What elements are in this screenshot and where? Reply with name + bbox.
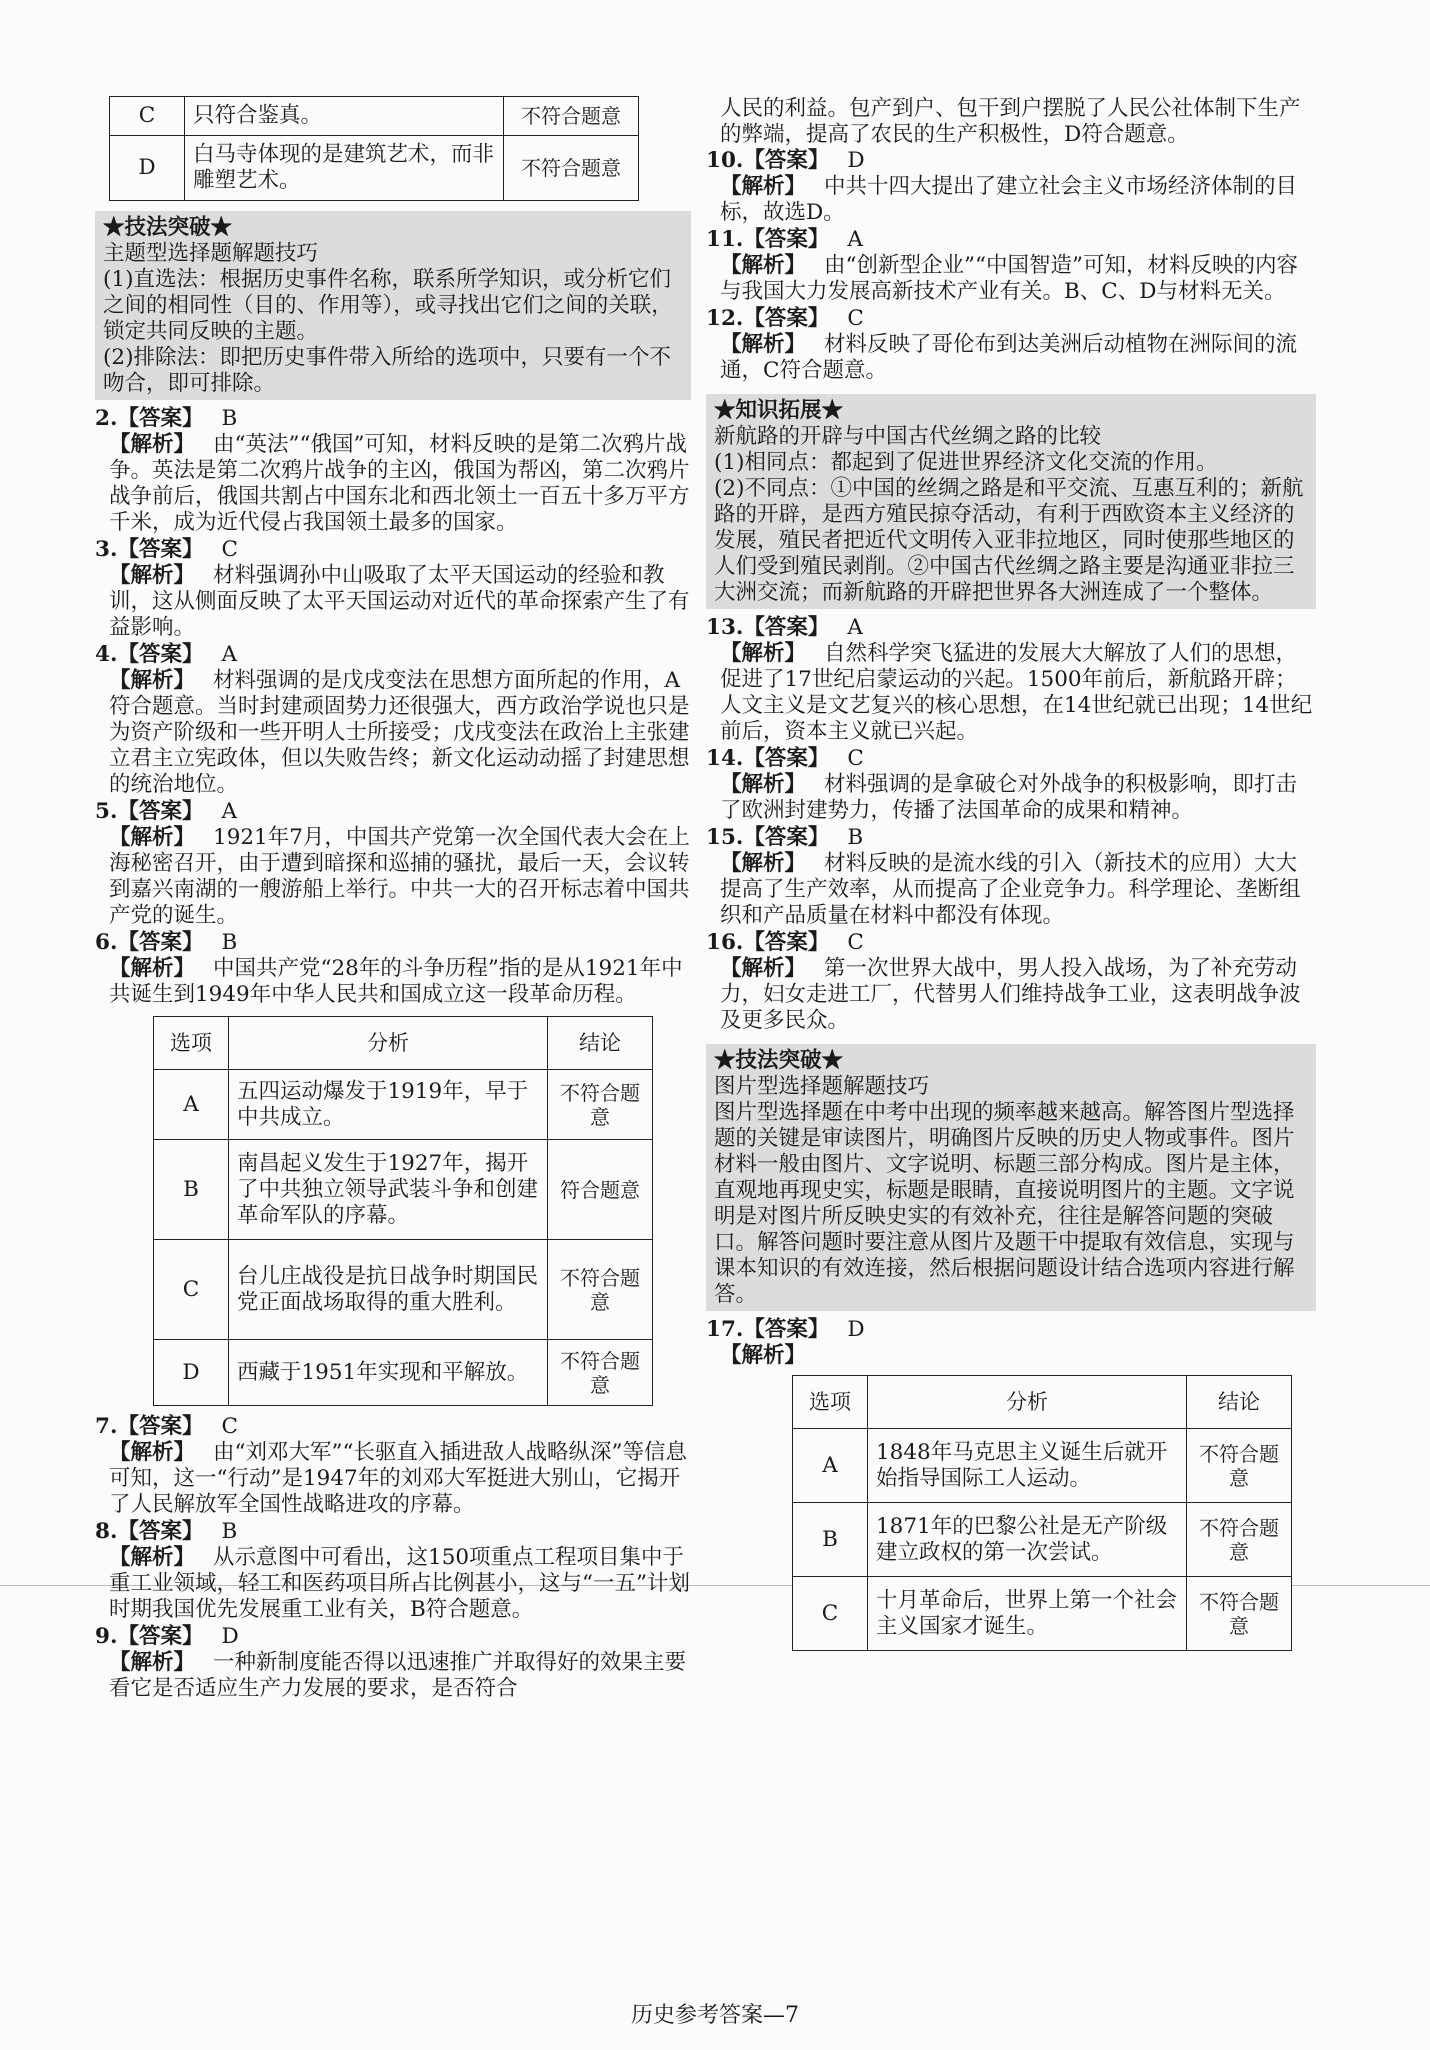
table-row xyxy=(154,1340,653,1406)
answer-value: A xyxy=(221,799,237,824)
question-number: 16. xyxy=(706,930,744,955)
analysis-text: 中国共产党“28年的斗争历程”指的是从1921年中共诞生到1949年中华人民共和国成立这一段革命历程。 xyxy=(109,956,683,1007)
option-cell: B xyxy=(154,1140,229,1240)
analysis-label: 【解析】 xyxy=(720,851,807,876)
analysis-text: 由“创新型企业”“中国智造”可知，材料反映的内容与我国大力发展高新技术产业有关。B、C、D与材料无关。 xyxy=(720,253,1298,304)
analysis-cell: 1871年的巴黎公社是无产阶级建立政权的第一次尝试。 xyxy=(868,1503,1187,1577)
analysis-cell: 十月革命后，世界上第一个社会主义国家才诞生。 xyxy=(868,1577,1187,1651)
answer-label: 【答案】 xyxy=(117,1624,204,1649)
analysis-label: 【解析】 xyxy=(720,332,807,357)
tips-box-theme xyxy=(95,211,691,400)
analysis-text: 材料反映的是流水线的引入（新技术的应用）大大提高了生产效率，从而提高了企业竞争力。科学理论、垄断组织和产品质量在材料中都没有体现。 xyxy=(720,851,1301,928)
analysis-text: 由“刘邓大军”“长驱直入插进敌人战略纵深”等信息可知，这一“行动”是1947年的刘邓大军挺进大别山，它揭开了人民解放军全国性战略进攻的序幕。 xyxy=(109,1440,687,1517)
box-subtitle: 新航路的开辟与中国古代丝绸之路的比较 xyxy=(714,424,1102,449)
answer-label: 【答案】 xyxy=(117,537,204,562)
question-number: 13. xyxy=(706,615,744,640)
table-row xyxy=(110,136,639,201)
table-header-row xyxy=(154,1017,653,1070)
question-5 xyxy=(95,799,691,929)
analysis-label: 【解析】 xyxy=(109,668,196,693)
right-column xyxy=(706,96,1316,1651)
answer-value: D xyxy=(847,148,865,173)
question-10 xyxy=(706,148,1316,226)
question-number: 9. xyxy=(95,1624,118,1649)
header-conclusion: 结论 xyxy=(1187,1376,1292,1429)
conclusion-cell: 不符合题意 xyxy=(548,1240,653,1340)
analysis-label: 【解析】 xyxy=(720,772,807,797)
table-row xyxy=(154,1240,653,1340)
analysis-cell: 南昌起义发生于1927年，揭开了中共独立领导武装斗争和创建革命军队的序幕。 xyxy=(229,1140,548,1240)
answer-value: B xyxy=(221,1519,238,1544)
analysis-label: 【解析】 xyxy=(720,956,807,981)
analysis-label: 【解析】 xyxy=(109,1650,196,1675)
analysis-cell: 白马寺体现的是建筑艺术，而非雕塑艺术。 xyxy=(185,136,504,201)
box-subtitle: 图片型选择题解题技巧 xyxy=(714,1074,930,1099)
header-option: 选项 xyxy=(154,1017,229,1070)
analysis-text: 第一次世界大战中，男人投入战场，为了补充劳动力，妇女走进工厂，代替男人们维持战争工业，这表明战争波及更多民众。 xyxy=(720,956,1301,1033)
analysis-cell: 1848年马克思主义诞生后就开始指导国际工人运动。 xyxy=(868,1429,1187,1503)
answer-label: 【答案】 xyxy=(743,1317,830,1342)
conclusion-cell: 不符合题意 xyxy=(504,136,639,201)
conclusion-cell: 符合题意 xyxy=(548,1140,653,1240)
answer-label: 【答案】 xyxy=(117,1519,204,1544)
box-item: (1)直选法：根据历史事件名称，联系所学知识，或分析它们之间的相同性（目的、作用等），或寻找出它们之间的关联，锁定共同反映的主题。 xyxy=(103,267,673,344)
analysis-text: 材料反映了哥伦布到达美洲后动植物在洲际间的流通，C符合题意。 xyxy=(720,332,1298,383)
question-3 xyxy=(95,537,691,641)
analysis-text: 从示意图中可看出，这150项重点工程项目集中于重工业领域，轻工和医药项目所占比例甚小，这与“一五”计划时期我国优先发展重工业有关，B符合题意。 xyxy=(109,1545,690,1622)
analysis-text: 材料强调的是拿破仑对外战争的积极影响，即打击了欧洲封建势力，传播了法国革命的成果和精神。 xyxy=(720,772,1298,823)
table-row xyxy=(154,1140,653,1240)
answer-label: 【答案】 xyxy=(743,746,830,771)
analysis-text: 中共十四大提出了建立社会主义市场经济体制的目标，故选D。 xyxy=(720,174,1298,225)
table-row xyxy=(110,97,639,136)
conclusion-cell: 不符合题意 xyxy=(504,97,639,136)
question-16 xyxy=(706,930,1316,1034)
header-option: 选项 xyxy=(793,1376,868,1429)
analysis-text: 1921年7月，中国共产党第一次全国代表大会在上海秘密召开，由于遭到暗探和巡捕的骚扰，最后一天，会议转到嘉兴南湖的一艘游船上举行。中共一大的召开标志着中国共产党的诞生。 xyxy=(109,825,690,928)
option-cell: A xyxy=(154,1070,229,1140)
analysis-cell: 只符合鉴真。 xyxy=(185,97,504,136)
analysis-cell: 西藏于1951年实现和平解放。 xyxy=(229,1340,548,1406)
question-6 xyxy=(95,930,691,1008)
continuation-text: 人民的利益。包产到户、包干到户摆脱了人民公社体制下生产的弊端，提高了农民的生产积极性，D符合题意。 xyxy=(720,96,1301,147)
question-4 xyxy=(95,642,691,798)
answer-table-top xyxy=(109,96,639,201)
question-13 xyxy=(706,615,1316,745)
box-item: (2)不同点：①中国的丝绸之路是和平交流、互惠互利的；新航路的开辟，是西方殖民掠夺活动，有利于西欧资本主义经济的发展，殖民者把近代文明传入亚非拉地区，同时使那些地区的人们受到殖民剥削。②中国古代丝绸之路主要是沟通亚非拉三大洲交流；而新航路的开辟把世界各大洲连成了一个整体。 xyxy=(714,476,1304,605)
question-number: 6. xyxy=(95,930,118,955)
question-8 xyxy=(95,1519,691,1623)
answer-value: C xyxy=(221,537,238,562)
answer-value: A xyxy=(221,642,237,667)
tips-box-picture xyxy=(706,1044,1316,1311)
table-header-row xyxy=(793,1376,1292,1429)
answer-label: 【答案】 xyxy=(743,306,830,331)
conclusion-cell: 不符合题意 xyxy=(548,1070,653,1140)
answer-label: 【答案】 xyxy=(117,799,204,824)
table-row xyxy=(793,1503,1292,1577)
conclusion-cell: 不符合题意 xyxy=(1187,1429,1292,1503)
answer-table-q6 xyxy=(153,1016,653,1406)
table-row xyxy=(793,1577,1292,1651)
answer-label: 【答案】 xyxy=(117,930,204,955)
analysis-label: 【解析】 xyxy=(109,1545,196,1570)
option-cell: C xyxy=(793,1577,868,1651)
page-footer: 历史参考答案—7 xyxy=(631,2003,799,2028)
question-14 xyxy=(706,746,1316,824)
answer-value: B xyxy=(221,930,238,955)
answer-label: 【答案】 xyxy=(117,406,204,431)
box-subtitle: 主题型选择题解题技巧 xyxy=(103,241,319,266)
analysis-label: 【解析】 xyxy=(109,825,196,850)
answer-label: 【答案】 xyxy=(743,930,830,955)
answer-value: D xyxy=(847,1317,865,1342)
option-cell: C xyxy=(154,1240,229,1340)
question-number: 17. xyxy=(706,1317,744,1342)
option-cell: D xyxy=(154,1340,229,1406)
answer-table-q17 xyxy=(792,1375,1292,1651)
analysis-label: 【解析】 xyxy=(720,1343,807,1368)
option-cell: A xyxy=(793,1429,868,1503)
header-analysis: 分析 xyxy=(229,1017,548,1070)
analysis-label: 【解析】 xyxy=(109,956,196,981)
table-row xyxy=(154,1070,653,1140)
analysis-label: 【解析】 xyxy=(109,1440,196,1465)
conclusion-cell: 不符合题意 xyxy=(1187,1577,1292,1651)
analysis-text: 自然科学突飞猛进的发展大大解放了人们的思想，促进了17世纪启蒙运动的兴起。1500年前后，新航路开辟；人文主义是文艺复兴的核心思想，在14世纪就已出现；14世纪前后，资本主义就已兴起。 xyxy=(720,641,1313,744)
box-item: (2)排除法：即把历史事件带入所给的选项中，只要有一个不吻合，即可排除。 xyxy=(103,345,671,396)
answer-value: B xyxy=(847,825,864,850)
analysis-text: 一种新制度能否得以迅速推广并取得好的效果主要看它是否适应生产力发展的要求，是否符合 xyxy=(109,1650,687,1701)
left-column xyxy=(95,96,691,1703)
question-17 xyxy=(706,1317,1316,1369)
conclusion-cell: 不符合题意 xyxy=(1187,1503,1292,1577)
question-number: 12. xyxy=(706,306,744,331)
answer-label: 【答案】 xyxy=(743,825,830,850)
conclusion-cell: 不符合题意 xyxy=(548,1340,653,1406)
analysis-label: 【解析】 xyxy=(720,253,807,278)
question-number: 4. xyxy=(95,642,118,667)
question-12 xyxy=(706,306,1316,384)
answer-value: A xyxy=(847,615,863,640)
question-number: 8. xyxy=(95,1519,118,1544)
analysis-label: 【解析】 xyxy=(109,563,196,588)
question-number: 2. xyxy=(95,406,118,431)
question-number: 14. xyxy=(706,746,744,771)
question-number: 5. xyxy=(95,799,118,824)
answer-value: C xyxy=(847,746,864,771)
answer-label: 【答案】 xyxy=(117,642,204,667)
analysis-cell: 五四运动爆发于1919年，早于中共成立。 xyxy=(229,1070,548,1140)
question-number: 15. xyxy=(706,825,744,850)
analysis-label: 【解析】 xyxy=(720,174,807,199)
answer-value: B xyxy=(221,406,238,431)
table-row xyxy=(793,1429,1292,1503)
question-number: 3. xyxy=(95,537,118,562)
question-7 xyxy=(95,1414,691,1518)
box-title: ★知识拓展★ xyxy=(714,398,844,423)
option-cell: D xyxy=(110,136,185,201)
header-analysis: 分析 xyxy=(868,1376,1187,1429)
box-title: ★技法突破★ xyxy=(103,215,233,240)
answer-value: C xyxy=(847,930,864,955)
question-number: 11. xyxy=(706,227,744,252)
analysis-label: 【解析】 xyxy=(109,432,196,457)
analysis-text: 材料强调孙中山吸取了太平天国运动的经验和教训，这从侧面反映了太平天国运动对近代的革命探索产生了有益影响。 xyxy=(109,563,690,640)
analysis-text: 由“英法”“俄国”可知，材料反映的是第二次鸦片战争。英法是第二次鸦片战争的主凶，俄国为帮凶，第二次鸦片战争前后，俄国共割占中国东北和西北领土一百五十多万平方千米，成为近代侵占我国领土最多的国家。 xyxy=(109,432,690,535)
question-9 xyxy=(95,1624,691,1702)
answer-label: 【答案】 xyxy=(743,615,830,640)
answer-value: C xyxy=(221,1414,238,1439)
question-number: 7. xyxy=(95,1414,118,1439)
answer-label: 【答案】 xyxy=(743,148,830,173)
question-11 xyxy=(706,227,1316,305)
analysis-cell: 台儿庄战役是抗日战争时期国民党正面战场取得的重大胜利。 xyxy=(229,1240,548,1340)
box-title: ★技法突破★ xyxy=(714,1048,844,1073)
analysis-label: 【解析】 xyxy=(720,641,807,666)
knowledge-box xyxy=(706,394,1316,609)
answer-label: 【答案】 xyxy=(743,227,830,252)
question-number: 10. xyxy=(706,148,744,173)
answer-value: A xyxy=(847,227,863,252)
box-item: (1)相同点：都起到了促进世界经济文化交流的作用。 xyxy=(714,450,1218,475)
analysis-text: 材料强调的是戊戌变法在思想方面所起的作用，A符合题意。当时封建顽固势力还很强大，西方政治学说也只是为资产阶级和一些开明人士所接受；戊戌变法在政治上主张建立君主立宪政体，但以失败告终；新文化运动动摇了封建思想的统治地位。 xyxy=(109,668,690,797)
answer-value: D xyxy=(221,1624,239,1649)
question-15 xyxy=(706,825,1316,929)
box-item: 图片型选择题在中考中出现的频率越来越高。解答图片型选择题的关键是审读图片，明确图片反映的历史人物或事件。图片材料一般由图片、文字说明、标题三部分构成。图片是主体，直观地再现史实，标题是眼睛，直接说明图片的主题。文字说明是对图片所反映史实的有效补充，往往是解答问题的突破口。解答问题时要注意从图片及题干中提取有效信息，实现与课本知识的有效连接，然后根据问题设计结合选项内容进行解答。 xyxy=(714,1100,1295,1307)
header-conclusion: 结论 xyxy=(548,1017,653,1070)
answer-value: C xyxy=(847,306,864,331)
question-2 xyxy=(95,406,691,536)
option-cell: C xyxy=(110,97,185,136)
answer-label: 【答案】 xyxy=(117,1414,204,1439)
option-cell: B xyxy=(793,1503,868,1577)
